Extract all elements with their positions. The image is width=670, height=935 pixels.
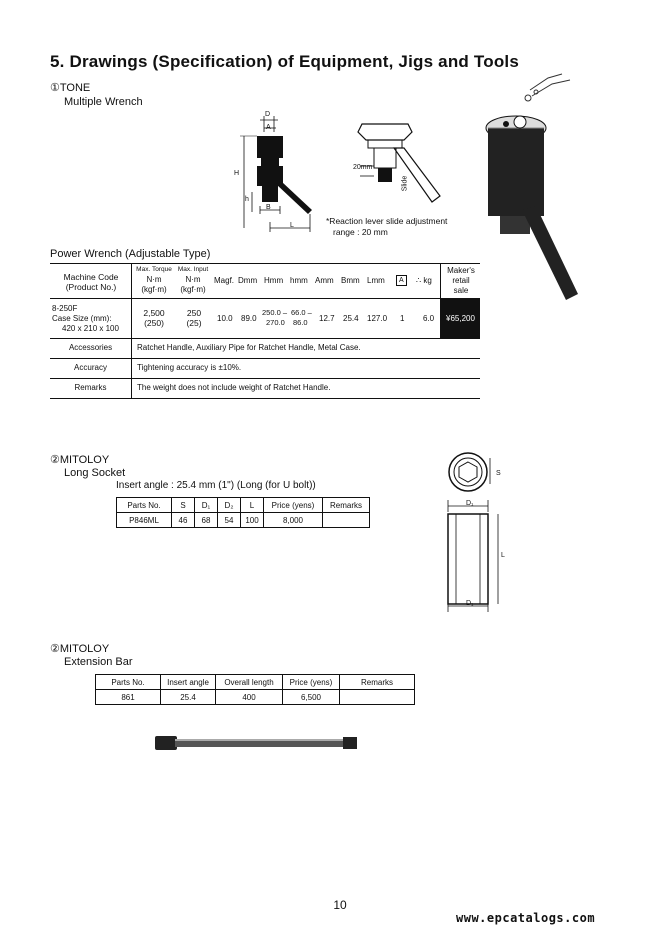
row-bmm: 25.4 (343, 314, 359, 323)
socket-maker: ②MITOLOY (50, 454, 110, 466)
multiple-wrench-drawing (230, 110, 340, 240)
socket-header-d2: D₂ (218, 498, 241, 513)
row-dmm: 89.0 (241, 314, 257, 323)
socket-dim-d2: D₁ (466, 600, 474, 607)
tone-product: Multiple Wrench (64, 96, 143, 108)
socket-header-s: S (172, 498, 195, 513)
remarks-value: The weight does not include weight of Ratchet Handle. (137, 383, 331, 392)
socket-header-d1: D₁ (195, 498, 218, 513)
row-price: ¥65,200 (441, 299, 480, 338)
row-box: 1 (400, 314, 405, 323)
extension-price: 6,500 (283, 690, 340, 705)
row-code-2: Case Size (mm): (52, 314, 112, 323)
header-magf: Magf. (214, 276, 235, 285)
socket-d1: 68 (195, 513, 218, 528)
extension-product: Extension Bar (64, 656, 133, 668)
extension-parts-no: 861 (96, 690, 161, 705)
header-retail-3: sale (453, 286, 469, 295)
socket-remarks (323, 513, 370, 528)
tone-maker: ①TONE (50, 82, 91, 94)
header-hmm-upper: Hmm (264, 276, 284, 285)
row-input-kgf: (25) (186, 318, 202, 328)
row-hmm2-a: 66.0 – (291, 308, 312, 317)
socket-dim-s: S (496, 470, 501, 477)
extension-header-angle: Insert angle (161, 675, 216, 690)
dim-label-l: L (290, 222, 294, 229)
dim-label-a: A (266, 124, 271, 131)
row-magf: 10.0 (217, 314, 233, 323)
dim-label-h-upper: H (234, 170, 240, 177)
dim-label-slide: Slide (401, 175, 409, 192)
accuracy-label: Accuracy (74, 363, 107, 372)
slide-note-line1: *Reaction lever slide adjustment (326, 216, 448, 226)
dim-label-b: B (266, 204, 271, 211)
page-number: 10 (333, 898, 347, 912)
extension-maker: ②MITOLOY (50, 643, 110, 655)
socket-dim-l: L (501, 552, 505, 559)
long-socket-drawing (440, 450, 520, 620)
extension-spec-table (95, 674, 415, 705)
accuracy-value: Tightening accuracy is ±10%. (137, 363, 242, 372)
header-max-input-kgf: (kgf·m) (180, 285, 206, 294)
socket-header-parts: Parts No. (117, 498, 172, 513)
accessories-label: Accessories (68, 343, 113, 352)
extension-header-price: Price (yens) (283, 675, 340, 690)
row-torque-kgf: (250) (144, 318, 164, 328)
row-kg: 6.0 (423, 314, 435, 323)
row-hmm-b: 270.0 (266, 318, 285, 327)
header-hmm-lower: hmm (290, 276, 308, 285)
header-retail-2: retail (452, 276, 470, 285)
socket-price: 8,000 (264, 513, 323, 528)
dim-label-h-lower: h (245, 196, 249, 203)
header-retail-1: Maker's (447, 266, 475, 275)
header-box-icon: A (396, 275, 407, 286)
wrench-photo (470, 70, 585, 305)
socket-s: 46 (172, 513, 195, 528)
row-lmm: 127.0 (367, 314, 388, 323)
socket-product: Long Socket (64, 467, 126, 479)
extension-header-length: Overall length (216, 675, 283, 690)
power-wrench-title: Power Wrench (Adjustable Type) (50, 248, 211, 260)
dim-label-d: D (265, 111, 271, 118)
extension-header-parts: Parts No. (96, 675, 161, 690)
socket-parts-no: P846ML (117, 513, 172, 528)
row-hmm2-b: 86.0 (293, 318, 308, 327)
header-max-input-unit: N·m (185, 275, 201, 284)
page-title: 5. Drawings (Specification) of Equipment, Jigs and Tools (50, 52, 519, 71)
header-dmm: Dmm (238, 276, 258, 285)
row-torque: 2,500 (143, 308, 165, 318)
socket-header-price: Price (yens) (264, 498, 323, 513)
socket-dim-d1: D₁ (466, 500, 474, 507)
slide-note-line2: range : 20 mm (333, 227, 388, 237)
header-product-no: (Product No.) (65, 282, 117, 292)
socket-spec-table (116, 497, 370, 528)
header-amm: Amm (315, 276, 334, 285)
dim-label-20mm: 20mm (353, 164, 373, 171)
extension-length: 400 (216, 690, 283, 705)
header-max-torque-kgf: (kgf·m) (141, 285, 167, 294)
remarks-label: Remarks (74, 383, 107, 392)
socket-header-remarks: Remarks (323, 498, 370, 513)
extension-angle: 25.4 (161, 690, 216, 705)
socket-l: 100 (241, 513, 264, 528)
header-lmm: Lmm (367, 276, 385, 285)
extension-remarks (340, 690, 415, 705)
row-input: 250 (186, 308, 202, 318)
row-amm: 12.7 (319, 314, 335, 323)
header-bmm: Bmm (341, 276, 360, 285)
socket-header-l: L (241, 498, 264, 513)
extension-header-remarks: Remarks (340, 675, 415, 690)
header-kg: ∴ kg (416, 276, 432, 285)
header-max-torque: Max. Torque (136, 266, 172, 273)
socket-d2: 54 (218, 513, 241, 528)
row-code-3: 420 x 210 x 100 (62, 324, 119, 333)
row-code-1: 8-250F (52, 304, 78, 313)
header-max-input: Max. Input (177, 266, 209, 273)
row-hmm-a: 250.0 – (262, 308, 288, 317)
socket-insert-note: Insert angle : 25.4 mm (1") (Long (for U bolt)) (116, 480, 316, 491)
footer-site-link[interactable]: www.epcatalogs.com (456, 911, 596, 925)
header-max-torque-unit: N·m (146, 275, 162, 284)
accessories-value: Ratchet Handle, Auxiliary Pipe for Ratchet Handle, Metal Case. (137, 343, 361, 352)
extension-bar-photo (155, 734, 360, 754)
header-machine-code: Machine Code (63, 272, 119, 282)
